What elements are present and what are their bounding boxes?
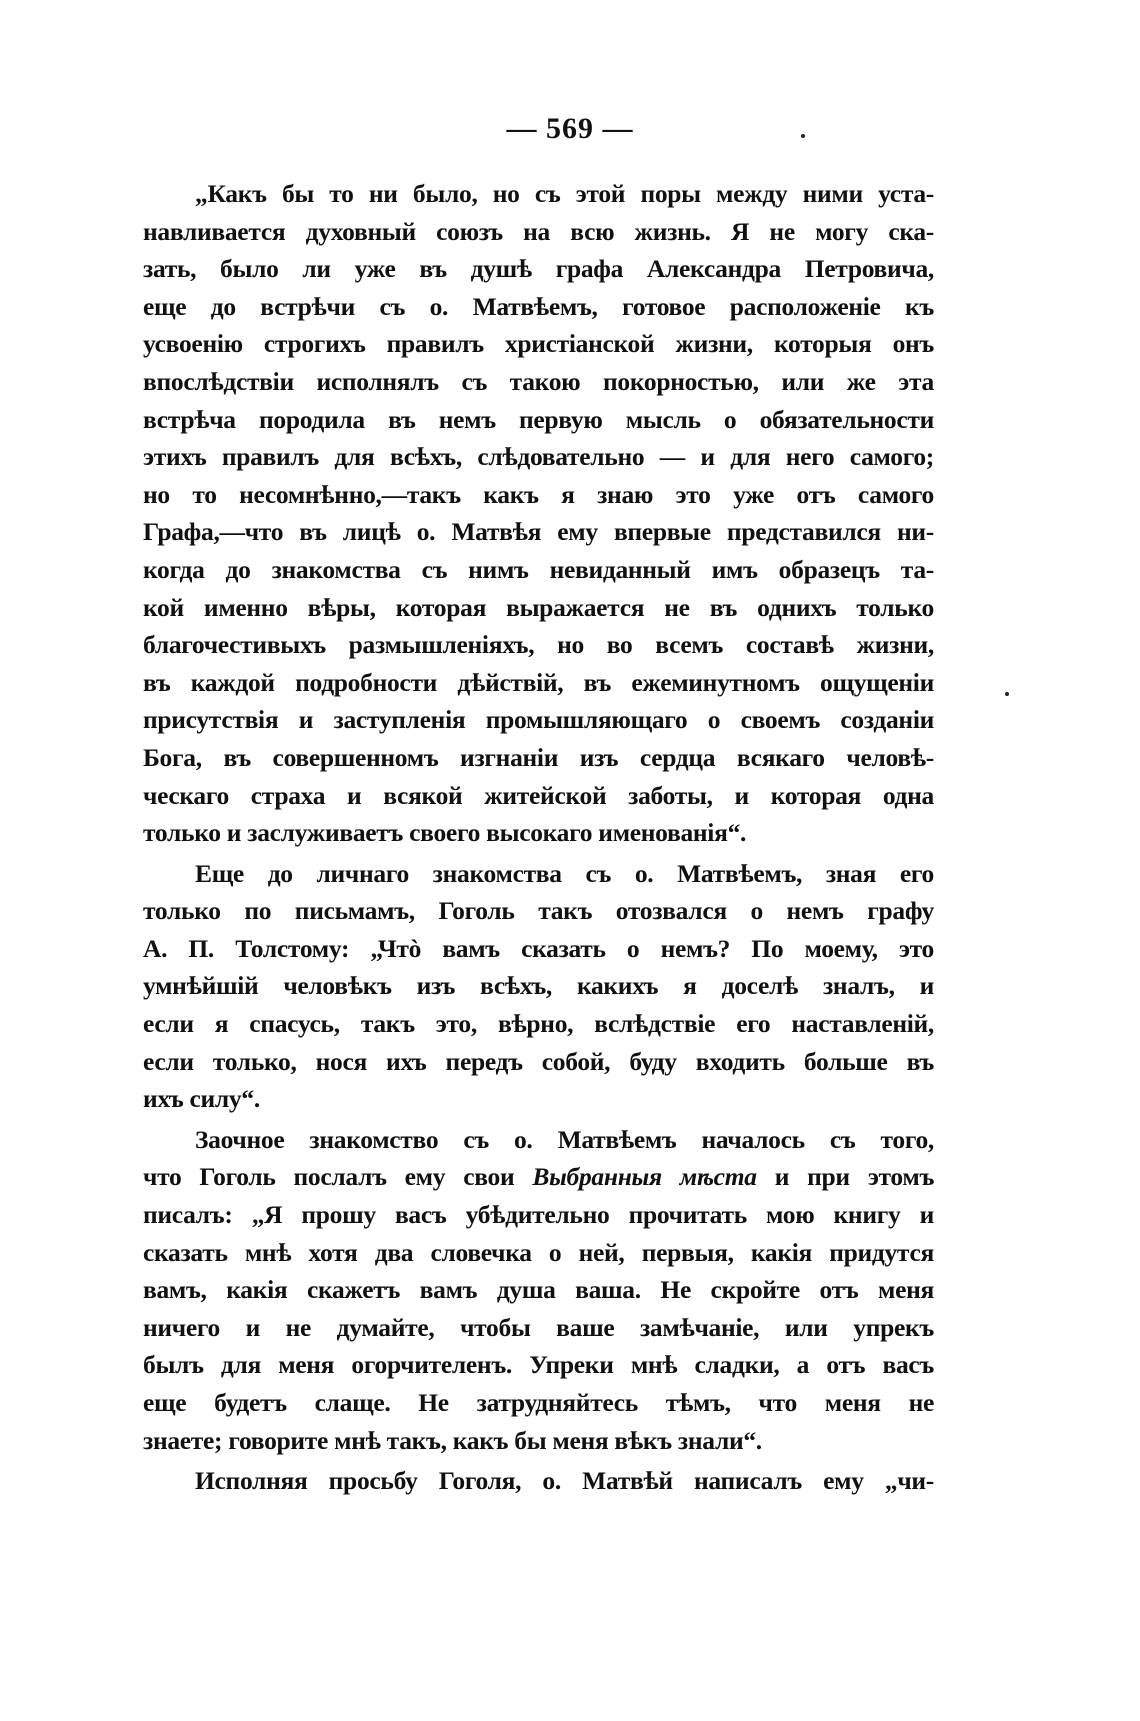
text-line: вамъ, какія скажетъ вамъ душа ваша. Не скройте отъ меня [143,1275,934,1305]
text-line: присутствія и заступленія промышляющаго о своемъ созданіи [143,705,934,735]
page-number: — 569 — [506,112,634,145]
print-speck [801,134,805,138]
text-line: ческаго страха и всякой житейской заботы, и которая одна [143,780,934,810]
text-line: Заочное знакомство съ о. Матвѣемъ началось съ того, [195,1124,934,1154]
text-line: встрѣча породила въ немъ первую мысль о обязательности [143,404,934,434]
text-line-with-title [143,1158,934,1196]
text-fragment: что Гоголь послалъ ему свои [143,1162,515,1192]
text-line: ихъ силу“. [143,1084,260,1114]
text-line: ничего и не думайте, чтобы ваше замѣчаніе, или упрекъ [143,1312,934,1342]
text-line: благочестивыхъ размышленіяхъ, но во всемъ составѣ жизни, [143,630,934,660]
text-line: Графа,—что въ лицѣ о. Матвѣя ему впервые представился ни- [143,517,934,547]
text-line: былъ для меня огорчителенъ. Упреки мнѣ сладки, а отъ васъ [143,1350,934,1380]
text-line: только и заслуживаетъ своего высокаго именованія“. [143,818,747,848]
text-line: еще до встрѣчи съ о. Матвѣемъ, готовое расположеніе къ [143,291,934,321]
book-title: Выбранныя мѣста [532,1162,757,1192]
text-line: только по письмамъ, Гоголь такъ отозвался о немъ графу [143,896,934,926]
text-line: сказать мнѣ хотя два словечка о ней, первыя, какія придутся [143,1237,934,1267]
text-line: „Какъ бы то ни было, но съ этой поры между ними уста- [195,179,934,208]
text-line: еще будетъ слаще. Не затрудняйтесь тѣмъ, что меня не [143,1388,934,1417]
text-line: писалъ: „Я прошу васъ убѣдительно прочитать мою книгу и [143,1200,934,1230]
text-line: впослѣдствіи исполнялъ съ такою покорностью, или же эта [143,366,934,396]
text-line: А. П. Толстому: „Чтò вамъ сказать о немъ? По моему, это [143,933,934,963]
text-line: знаете; говорите мнѣ такъ, какъ бы меня вѣкъ знали“. [143,1425,762,1455]
text-fragment: и при этомъ [774,1162,935,1192]
text-line: если только, нося ихъ передъ собой, буду входить больше въ [143,1046,934,1076]
text-body [143,175,934,1500]
text-line: Еще до личнаго знакомства съ о. Матвѣемъ, зная его [195,858,934,888]
text-line: зать, было ли уже въ душѣ графа Александра Петровича, [143,254,934,284]
text-line: умнѣйшій человѣкъ изъ всѣхъ, какихъ я доселѣ зналъ, и [143,971,934,1001]
text-line: но то несомнѣнно,—такъ какъ я знаю это уже отъ самого [143,479,934,509]
text-line: въ каждой подробности дѣйствій, въ ежеминутномъ ощущеніи [143,667,934,697]
text-line: если я спасусь, такъ это, вѣрно, вслѣдствіе его наставленій, [143,1009,934,1039]
text-line: когда до знакомства съ нимъ невиданный имъ образецъ та- [143,554,934,584]
text-line: усвоенію строгихъ правилъ христіанской жизни, которыя онъ [143,329,934,359]
print-speck [1005,692,1009,696]
text-line: этихъ правилъ для всѣхъ, слѣдовательно — и для него самого; [143,442,934,472]
text-line: Бога, въ совершенномъ изгнаніи изъ сердца всякаго человѣ- [143,742,934,772]
text-line: Исполняя просьбу Гоголя, о. Матвѣй написалъ ему „чи- [195,1466,934,1496]
text-line: кой именно вѣры, которая выражается не въ однихъ только [143,592,934,622]
text-line: навливается духовный союзъ на всю жизнь. Я не могу ска- [143,216,934,246]
